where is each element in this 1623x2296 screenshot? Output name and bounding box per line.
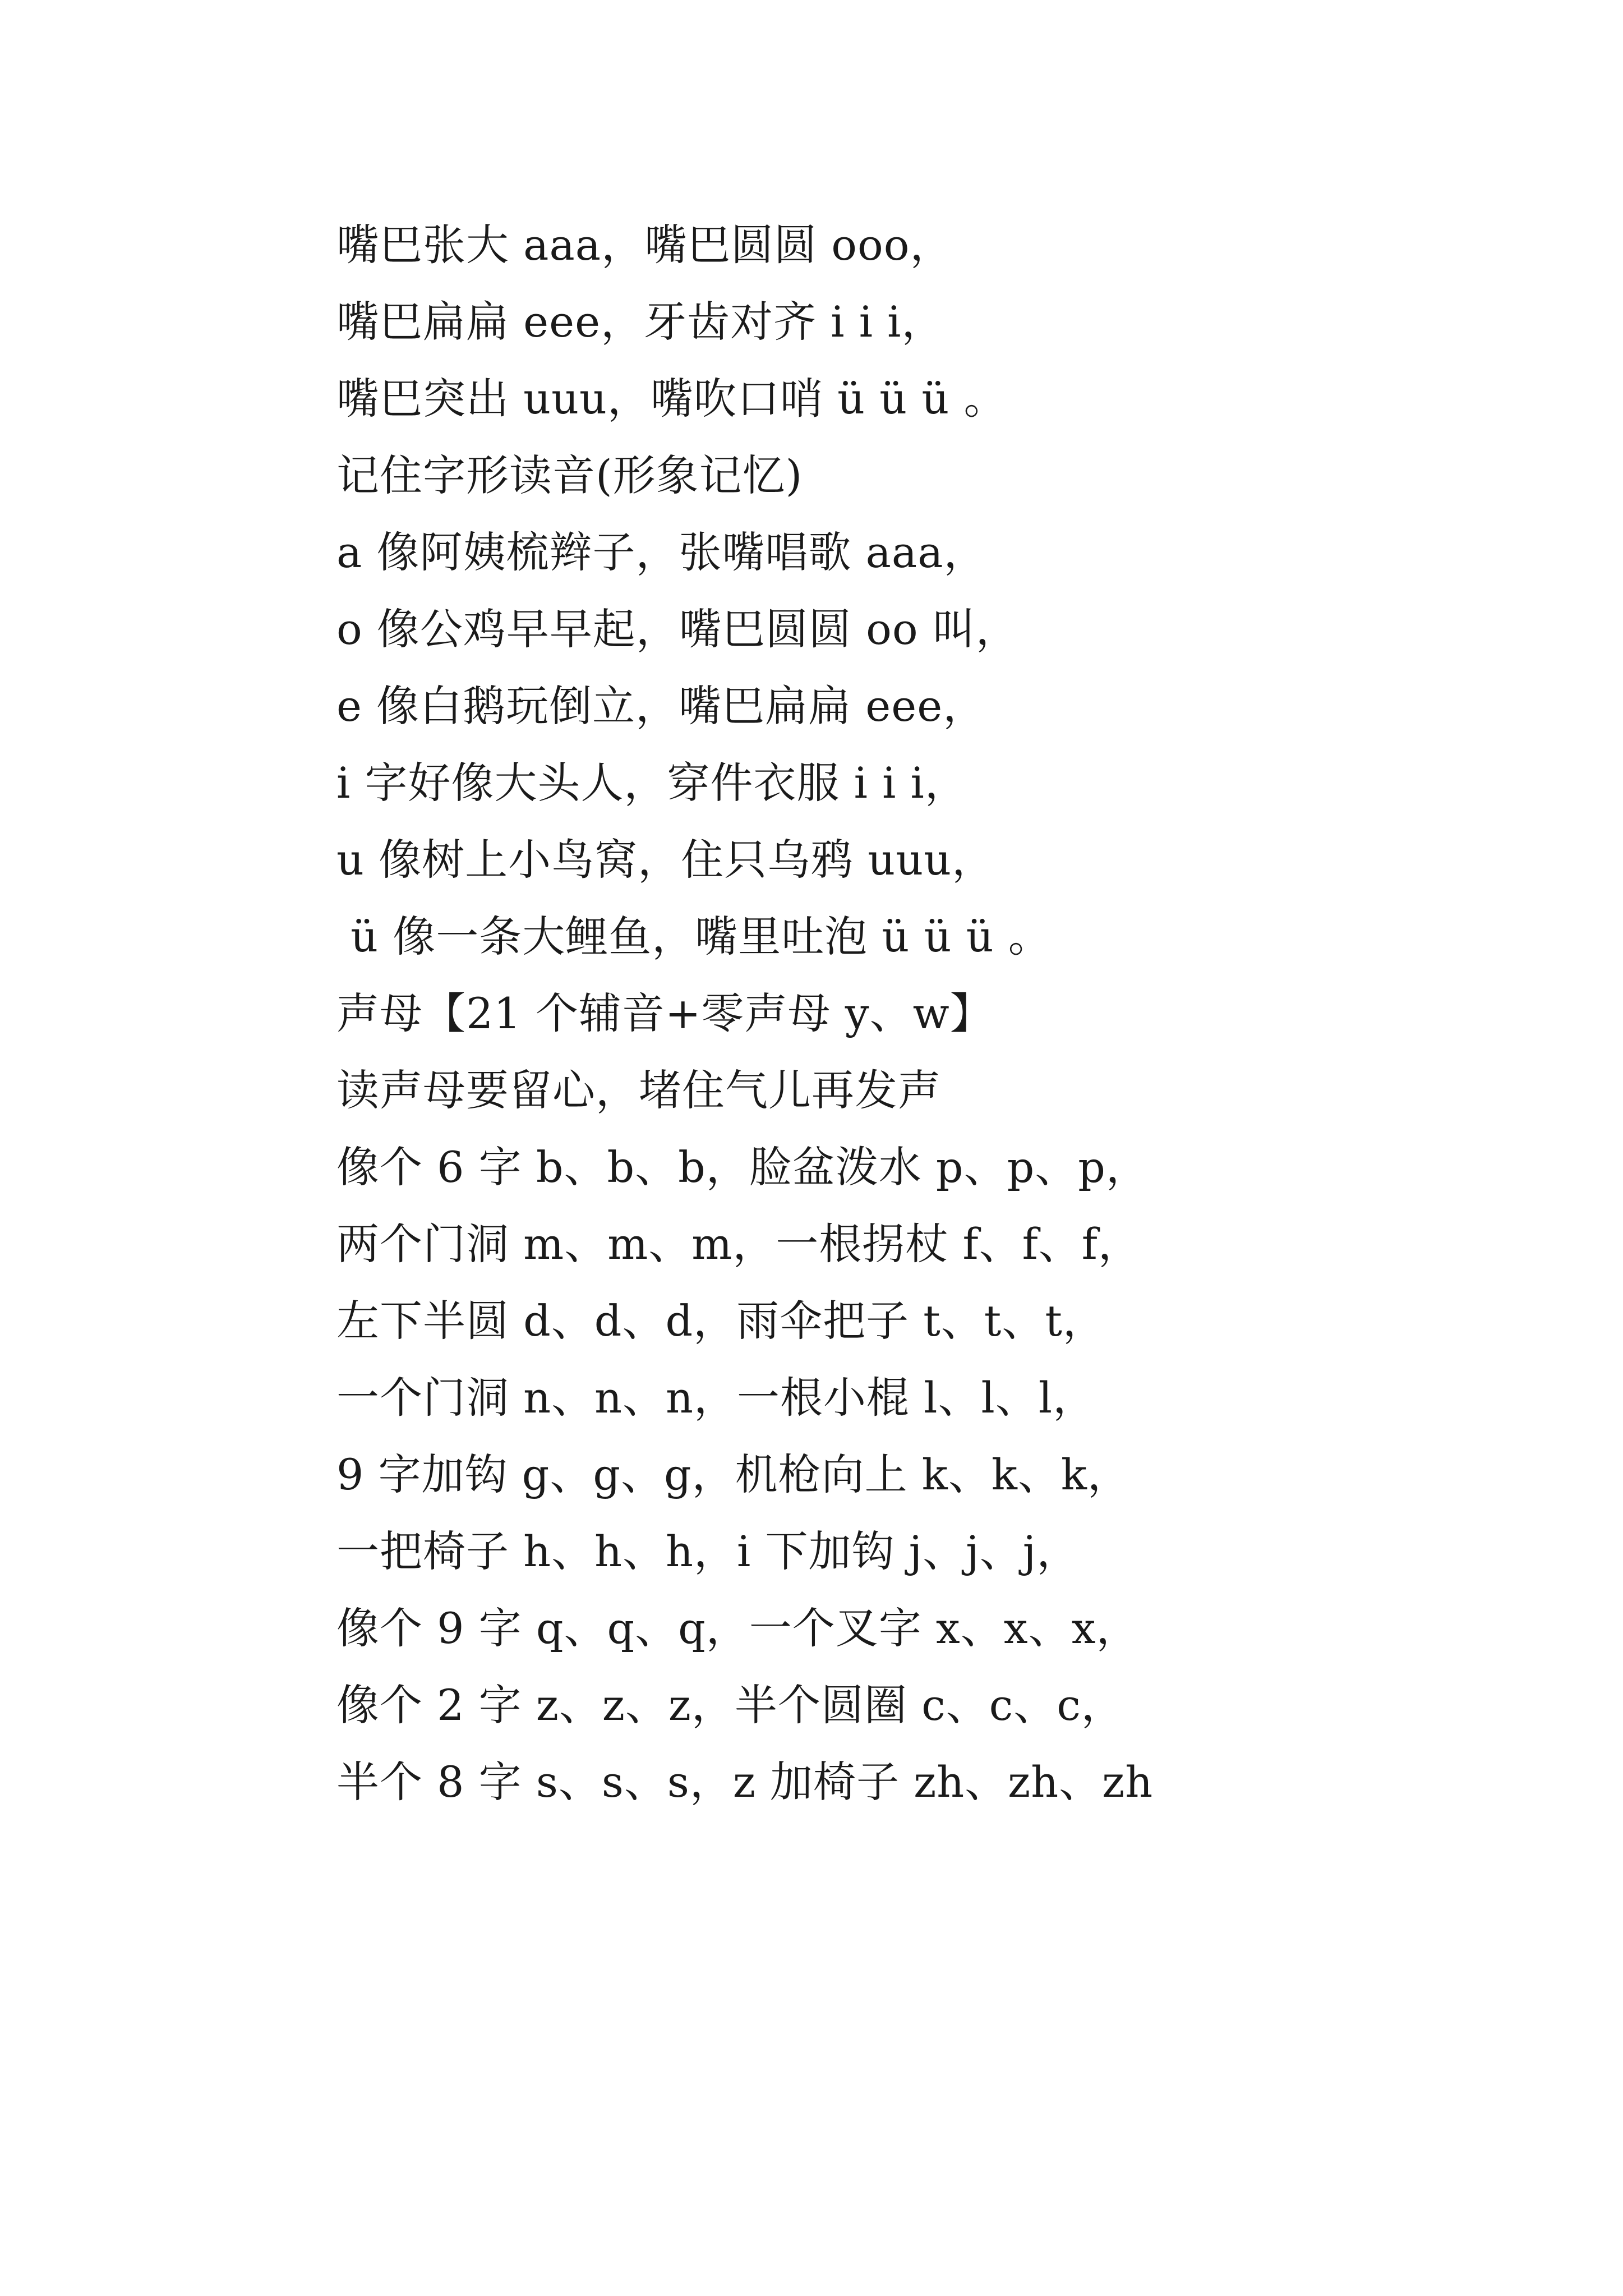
text-line: 像个 2 字 z、z、z，半个圆圈 c、c、c， [336, 1680, 1124, 1730]
text-line: 两个门洞 m、m、m，一根拐杖 f、f、f， [336, 1219, 1141, 1269]
text-line: 9 字加钩 g、g、g，机枪向上 k、k、k， [336, 1450, 1131, 1499]
text-line: 读声母要留心，堵住气儿再发声 [336, 1065, 941, 1115]
text-line: 嘴巴张大 aaa，嘴巴圆圆 ooo， [336, 220, 953, 270]
text-line: ü 像一条大鲤鱼，嘴里吐泡 ü ü ü 。 [336, 912, 1052, 961]
text-line: e 像白鹅玩倒立，嘴巴扁扁 eee， [336, 681, 986, 731]
text-line: 一个门洞 n、n、n，一根小棍 l、l、l， [336, 1373, 1096, 1423]
section-heading: 记住字形读音(形象记忆) [336, 450, 803, 500]
text-line: 左下半圆 d、d、d，雨伞把子 t、t、t， [336, 1296, 1106, 1346]
text-line: 半个 8 字 s、s、s，z 加椅子 zh、zh、zh [336, 1757, 1154, 1807]
text-line: 嘴巴突出 uuu，嘴吹口哨 ü ü ü 。 [336, 374, 1007, 424]
pinyin-rhyme-text [336, 206, 1514, 1820]
text-line: 像个 6 字 b、b、b，脸盆泼水 p、p、p， [336, 1142, 1149, 1192]
text-line: i 字好像大头人，穿件衣服 i i i， [336, 758, 968, 808]
text-line: 嘴巴扁扁 eee，牙齿对齐 i i i， [336, 297, 945, 347]
text-line: a 像阿姨梳辫子，张嘴唱歌 aaa， [336, 527, 987, 577]
text-line: 一把椅子 h、h、h，i 下加钩 j、j、j， [336, 1526, 1080, 1576]
text-line: u 像树上小鸟窝，住只乌鸦 uuu， [336, 835, 995, 885]
text-line: o 像公鸡早早起，嘴巴圆圆 oo 叫， [336, 604, 1019, 654]
text-line: 像个 9 字 q、q、q，一个叉字 x、x、x， [336, 1603, 1140, 1653]
section-heading: 声母【21 个辅音+零声母 y、w】 [336, 988, 993, 1038]
